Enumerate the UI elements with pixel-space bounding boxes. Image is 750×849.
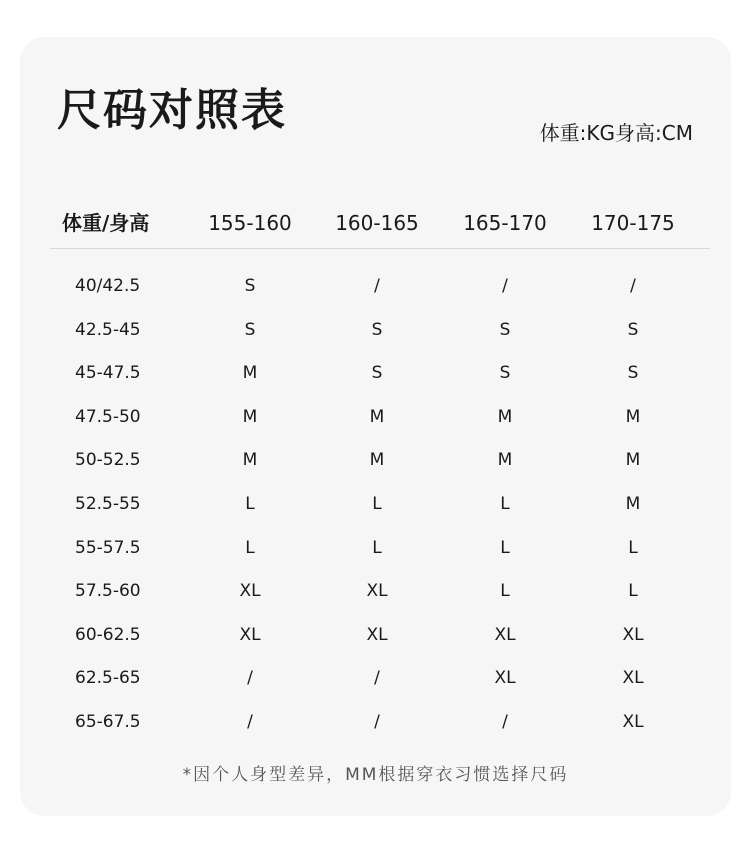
- unit-label: 体重:KG身高:CM: [539, 121, 693, 145]
- size-cell: L: [500, 494, 510, 514]
- table-row: [50, 483, 710, 527]
- header-divider: [50, 248, 710, 249]
- table-row: [50, 570, 710, 614]
- row-weight-label: 47.5-50: [75, 406, 141, 427]
- row-weight-label: 42.5-45: [75, 319, 141, 340]
- size-cell: XL: [622, 668, 644, 689]
- size-cell: /: [374, 276, 380, 296]
- size-cell: L: [628, 537, 638, 558]
- size-cell: /: [502, 712, 508, 732]
- size-cell: S: [499, 319, 511, 340]
- size-cell: L: [372, 537, 382, 558]
- size-cell: M: [242, 450, 258, 471]
- size-cell: XL: [622, 712, 644, 732]
- size-cell: M: [625, 406, 641, 427]
- row-weight-label: 57.5-60: [75, 581, 141, 602]
- row-weight-label: 65-67.5: [75, 712, 141, 732]
- header-col-3: 165-170: [463, 211, 547, 235]
- size-cell: /: [630, 276, 636, 296]
- header-col-1: 155-160: [208, 211, 292, 235]
- table-row: [50, 396, 710, 440]
- size-cell: /: [374, 712, 380, 732]
- size-cell: /: [247, 668, 253, 689]
- size-cell: XL: [366, 624, 388, 645]
- size-cell: M: [625, 494, 641, 514]
- size-cell: /: [502, 276, 508, 296]
- size-cell: S: [244, 319, 256, 340]
- size-cell: XL: [366, 581, 388, 602]
- size-cell: XL: [494, 624, 516, 645]
- size-cell: XL: [622, 624, 644, 645]
- table-row: [50, 614, 710, 658]
- table-header: [50, 205, 710, 249]
- size-cell: /: [247, 712, 253, 732]
- size-cell: M: [497, 406, 513, 427]
- size-cell: L: [245, 494, 255, 514]
- size-cell: M: [242, 406, 258, 427]
- size-cell: L: [628, 581, 638, 602]
- size-cell: S: [627, 319, 639, 340]
- size-cell: S: [371, 363, 383, 384]
- size-cell: XL: [239, 581, 261, 602]
- size-cell: /: [374, 668, 380, 689]
- size-cell: L: [500, 581, 510, 602]
- size-cell: M: [497, 450, 513, 471]
- row-weight-label: 55-57.5: [75, 537, 141, 558]
- size-cell: L: [372, 494, 382, 514]
- size-cell: M: [625, 450, 641, 471]
- size-cell: M: [242, 363, 258, 384]
- row-weight-label: 45-47.5: [75, 363, 141, 384]
- size-cell: XL: [239, 624, 261, 645]
- chart-title: 尺码对照表: [57, 85, 287, 136]
- table-row: [50, 527, 710, 571]
- size-cell: S: [371, 319, 383, 340]
- size-cell: XL: [494, 668, 516, 689]
- row-weight-label: 50-52.5: [75, 450, 141, 471]
- row-weight-label: 62.5-65: [75, 668, 141, 689]
- size-cell: S: [244, 276, 256, 296]
- table-row: [50, 701, 710, 745]
- table-row: [50, 265, 710, 309]
- table-row: [50, 352, 710, 396]
- table-row: [50, 439, 710, 483]
- footnote: *因个人身型差异，MM根据穿衣习惯选择尺码: [182, 765, 569, 785]
- row-weight-label: 40/42.5: [75, 276, 141, 296]
- size-chart-card: [20, 37, 731, 816]
- row-weight-label: 60-62.5: [75, 624, 141, 645]
- header-weight-height: 体重/身高: [62, 211, 150, 235]
- size-cell: M: [369, 450, 385, 471]
- size-cell: L: [500, 537, 510, 558]
- size-cell: L: [245, 537, 255, 558]
- size-cell: S: [627, 363, 639, 384]
- table-row: [50, 309, 710, 353]
- header-col-2: 160-165: [335, 211, 419, 235]
- row-weight-label: 52.5-55: [75, 494, 141, 514]
- table-row: [50, 657, 710, 701]
- size-cell: S: [499, 363, 511, 384]
- size-cell: M: [369, 406, 385, 427]
- header-col-4: 170-175: [591, 211, 675, 235]
